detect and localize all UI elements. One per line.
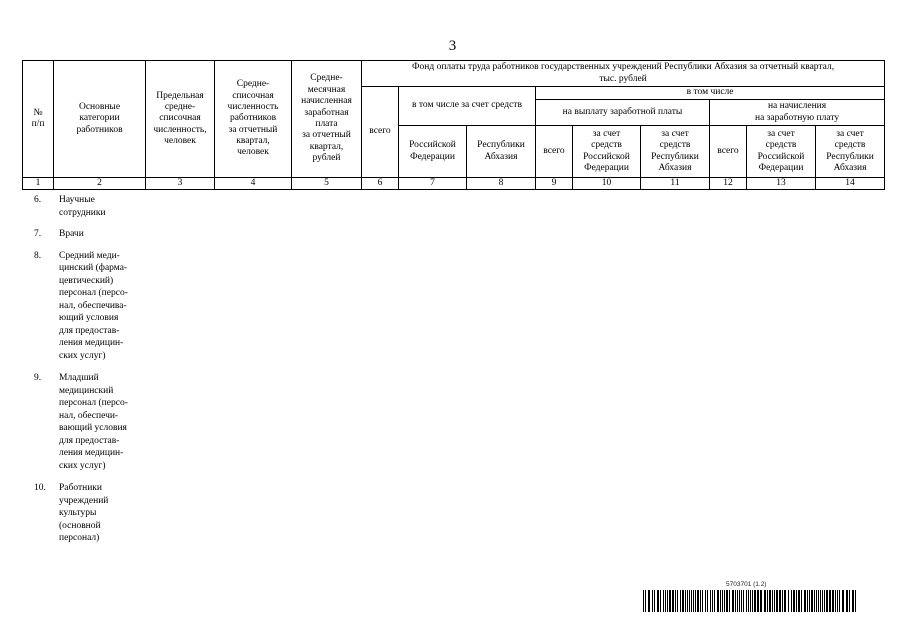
column-number: 4	[215, 178, 292, 190]
row-number: 6.	[34, 195, 42, 205]
header-ra: Республики Абхазия	[467, 126, 536, 178]
header-salary-rf: за счет средств Российской Федерации	[573, 126, 641, 178]
column-number: 14	[816, 178, 885, 190]
header-accruals-rf: за счет средств Российской Федерации	[747, 126, 816, 178]
row-number: 9.	[34, 373, 42, 383]
page-number: 3	[448, 38, 457, 54]
table-row	[22, 228, 162, 241]
table-row	[22, 250, 162, 363]
header-salary-total: всего	[536, 126, 573, 178]
header-max-headcount: Предельная средне- списочная численность, человек	[146, 61, 215, 178]
column-number: 13	[747, 178, 816, 190]
wage-fund-table	[22, 60, 885, 190]
table-row	[22, 372, 162, 472]
row-category: Научные сотрудники	[59, 195, 106, 218]
header-salary-ra: за счет средств Республики Абхазия	[641, 126, 710, 178]
row-category: Работники учреждений культуры (основной персонал)	[59, 483, 109, 543]
column-numbers-row	[23, 178, 885, 190]
header-accruals: на начисления на заработную плату	[710, 100, 885, 126]
header-avg-headcount: Средне- списочная численность работников за отчетный квартал, человек	[215, 61, 292, 178]
column-number: 10	[573, 178, 641, 190]
barcode-label: 5703701 (1.2)	[726, 581, 767, 588]
row-category: Средний меди- цинский (фарма- цевтический) персонал (персо- нал, обеспечива- ющий условия для предостав- ления медицин- ских услуг)	[59, 250, 128, 361]
column-number: 2	[54, 178, 146, 190]
column-number: 1	[23, 178, 54, 190]
header-accruals-ra: за счет средств Республики Абхазия	[816, 126, 885, 178]
header-incl: в том числе	[536, 87, 885, 100]
row-number: 7.	[34, 229, 42, 239]
header-categories: Основные категории работников	[54, 61, 146, 178]
column-number: 3	[146, 178, 215, 190]
barcode-icon	[643, 590, 859, 612]
header-fund-total: всего	[362, 87, 399, 178]
header-salary: на выплату заработной платы	[536, 100, 710, 126]
column-number: 12	[710, 178, 747, 190]
column-number: 8	[467, 178, 536, 190]
column-number: 11	[641, 178, 710, 190]
category-rows	[22, 194, 162, 545]
header-row-number: № п/п	[23, 61, 54, 178]
column-number: 6	[362, 178, 399, 190]
row-number: 10.	[34, 483, 46, 493]
row-category: Врачи	[59, 229, 84, 239]
column-number: 7	[399, 178, 467, 190]
table-row	[22, 482, 162, 545]
header-rf: Российской Федерации	[399, 126, 467, 178]
header-accruals-total: всего	[710, 126, 747, 178]
column-number: 5	[292, 178, 362, 190]
header-incl-sources: в том числе за счет средств	[399, 87, 536, 126]
column-number: 9	[536, 178, 573, 190]
table-row	[22, 194, 162, 219]
header-avg-salary: Средне- месячная начисленная заработная плата за отчетный квартал, рублей	[292, 61, 362, 178]
row-number: 8.	[34, 250, 42, 261]
header-wage-fund: Фонд оплаты труда работников государственных учреждений Республики Абхазия за отчетный квартал, тыс. рублей	[362, 61, 885, 87]
row-category: Младший медицинский персонал (персо- нал, обеспечи- вающий условия для предостав- ления медицин- ских услуг)	[59, 373, 128, 471]
